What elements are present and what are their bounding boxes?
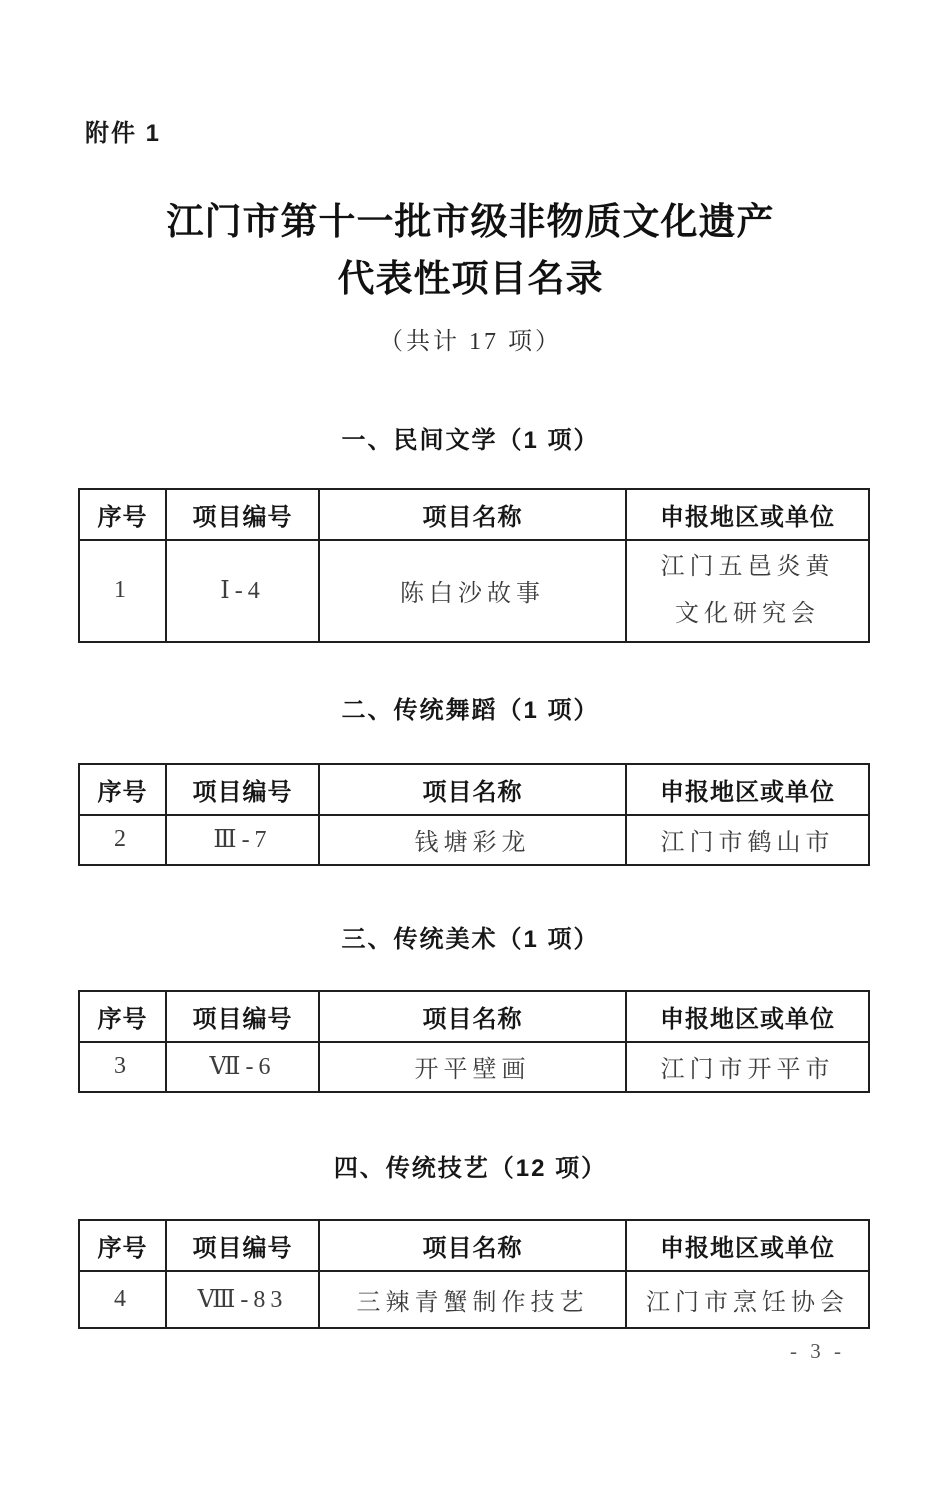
column-header-serial: 序号: [79, 991, 166, 1042]
document-title-line1: 江门市第十一批市级非物质文化遗产: [166, 202, 775, 243]
column-header-project-code: 项目编号: [166, 489, 319, 540]
column-header-project-code: 项目编号: [166, 764, 319, 815]
cell-project-code: Ⅷ-83: [166, 1271, 319, 1328]
column-header-applicant-unit: 申报地区或单位: [626, 764, 869, 815]
page-number: - 3 -: [790, 1338, 845, 1363]
heritage-table-traditional-art: [78, 990, 870, 1093]
table-header-row: [79, 991, 869, 1042]
table-row: [79, 815, 869, 865]
column-header-serial: 序号: [79, 1220, 166, 1271]
cell-serial: 3: [79, 1042, 166, 1092]
column-header-project-code: 项目编号: [166, 991, 319, 1042]
cell-project-name: 开平壁画: [319, 1042, 626, 1092]
document-page: [0, 113, 941, 1485]
applicant-unit-line1: 江门五邑炎黄: [660, 553, 835, 580]
cell-serial: 2: [79, 815, 166, 865]
document-title-line2: 代表性项目名录: [337, 259, 604, 301]
document-title: [0, 194, 941, 309]
column-header-serial: 序号: [79, 489, 166, 540]
column-header-serial: 序号: [79, 764, 166, 815]
cell-applicant-unit: [626, 540, 869, 642]
table-row: [79, 1042, 869, 1092]
applicant-unit-line2: 文化研究会: [675, 600, 820, 627]
cell-project-name: 陈白沙故事: [319, 540, 626, 642]
section-heading-traditional-craft: 四、传统技艺（12 项）: [333, 1154, 608, 1182]
table-header-row: [79, 489, 869, 540]
cell-serial: 1: [79, 540, 166, 642]
column-header-project-name: 项目名称: [319, 764, 626, 815]
document-subtitle: （共计 17 项）: [379, 328, 562, 355]
attachment-label: 附件 1: [85, 120, 162, 147]
column-header-project-code: 项目编号: [166, 1220, 319, 1271]
column-header-project-name: 项目名称: [319, 991, 626, 1042]
section-heading-folk-literature: 一、民间文学（1 项）: [341, 426, 600, 454]
cell-serial: 4: [79, 1271, 166, 1328]
table-row: [79, 1271, 869, 1328]
cell-project-name: 钱塘彩龙: [319, 815, 626, 865]
column-header-applicant-unit: 申报地区或单位: [626, 1220, 869, 1271]
cell-project-code: Ⅲ-7: [166, 815, 319, 865]
section-heading-traditional-art: 三、传统美术（1 项）: [341, 925, 600, 953]
table-header-row: [79, 1220, 869, 1271]
column-header-applicant-unit: 申报地区或单位: [626, 991, 869, 1042]
cell-project-code: Ⅶ-6: [166, 1042, 319, 1092]
cell-applicant-unit: 江门市鹤山市: [626, 815, 869, 865]
cell-project-name: 三辣青蟹制作技艺: [319, 1271, 626, 1328]
column-header-applicant-unit: 申报地区或单位: [626, 489, 869, 540]
cell-applicant-unit: 江门市烹饪协会: [626, 1271, 869, 1328]
column-header-project-name: 项目名称: [319, 1220, 626, 1271]
heritage-table-traditional-craft: [78, 1219, 870, 1329]
table-header-row: [79, 764, 869, 815]
heritage-table-folk-literature: [78, 488, 870, 643]
cell-project-code: Ⅰ-4: [166, 540, 319, 642]
heritage-table-traditional-dance: [78, 763, 870, 866]
column-header-project-name: 项目名称: [319, 489, 626, 540]
cell-applicant-unit: 江门市开平市: [626, 1042, 869, 1092]
section-heading-traditional-dance: 二、传统舞蹈（1 项）: [341, 696, 600, 724]
table-row: [79, 540, 869, 642]
